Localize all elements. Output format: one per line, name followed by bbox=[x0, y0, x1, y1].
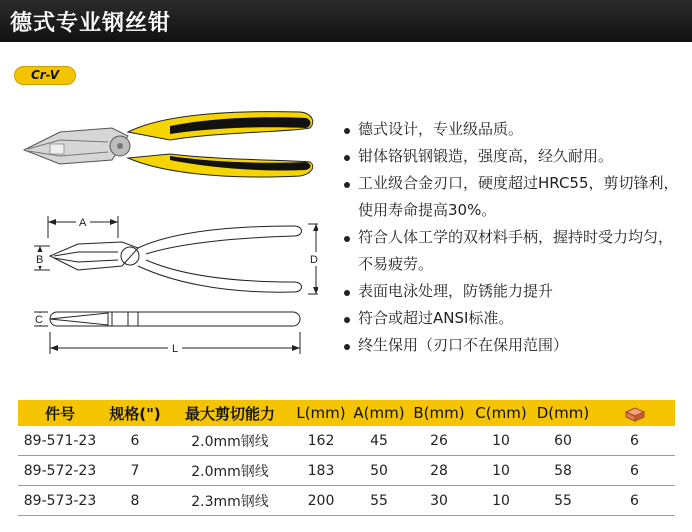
material-badge bbox=[14, 66, 76, 85]
table-row: 89-573-23 8 2.3mm钢线 200 55 30 10 55 6 bbox=[18, 486, 675, 516]
feature-item: 钳体铬钒钢锻造，强度高，经久耐用。 bbox=[342, 143, 687, 170]
feature-item: 符合人体工学的双材料手柄，握持时受力均匀，不易疲劳。 bbox=[342, 224, 687, 278]
bullet-icon bbox=[344, 236, 350, 242]
col-header-part-no: 件号 bbox=[18, 400, 102, 426]
bullet-icon bbox=[344, 155, 350, 161]
page-title: 德式专业钢丝钳 bbox=[10, 11, 172, 36]
col-header-a: A(mm) bbox=[350, 400, 408, 426]
col-header-l: L(mm) bbox=[292, 400, 350, 426]
dim-label-b: B bbox=[36, 254, 44, 266]
col-header-package bbox=[594, 400, 675, 426]
box-icon bbox=[624, 406, 646, 422]
dim-label-d: D bbox=[310, 254, 318, 266]
col-header-d: D(mm) bbox=[532, 400, 594, 426]
dimension-diagram bbox=[18, 208, 318, 358]
spec-table bbox=[18, 400, 675, 516]
dim-label-a: A bbox=[79, 217, 87, 229]
table-header-row bbox=[18, 400, 675, 426]
col-header-b: B(mm) bbox=[408, 400, 470, 426]
title-bar bbox=[0, 0, 692, 42]
bullet-icon bbox=[344, 290, 350, 296]
badge-label: Cr-V bbox=[30, 68, 60, 82]
col-header-c: C(mm) bbox=[470, 400, 532, 426]
dim-label-c: C bbox=[35, 314, 43, 326]
pliers-photo bbox=[20, 102, 320, 192]
table-row: 89-572-23 7 2.0mm钢线 183 50 28 10 58 6 bbox=[18, 456, 675, 486]
bullet-icon bbox=[344, 317, 350, 323]
feature-list bbox=[342, 116, 687, 359]
bullet-icon bbox=[344, 128, 350, 134]
table-row: 89-571-23 6 2.0mm钢线 162 45 26 10 60 6 bbox=[18, 426, 675, 456]
bullet-icon bbox=[344, 182, 350, 188]
feature-item: 德式设计，专业级品质。 bbox=[342, 116, 687, 143]
feature-item: 表面电泳处理，防锈能力提升 bbox=[342, 278, 687, 305]
col-header-cut-capacity: 最大剪切能力 bbox=[168, 400, 292, 426]
col-header-size: 规格(") bbox=[102, 400, 168, 426]
feature-item: 符合或超过ANSI标准。 bbox=[342, 305, 687, 332]
dim-label-l: L bbox=[172, 343, 179, 355]
feature-item: 工业级合金刃口，硬度超过HRC55，剪切锋利，使用寿命提高30%。 bbox=[342, 170, 687, 224]
bullet-icon bbox=[344, 344, 350, 350]
feature-item: 终生保用（刃口不在保用范围） bbox=[342, 332, 687, 359]
